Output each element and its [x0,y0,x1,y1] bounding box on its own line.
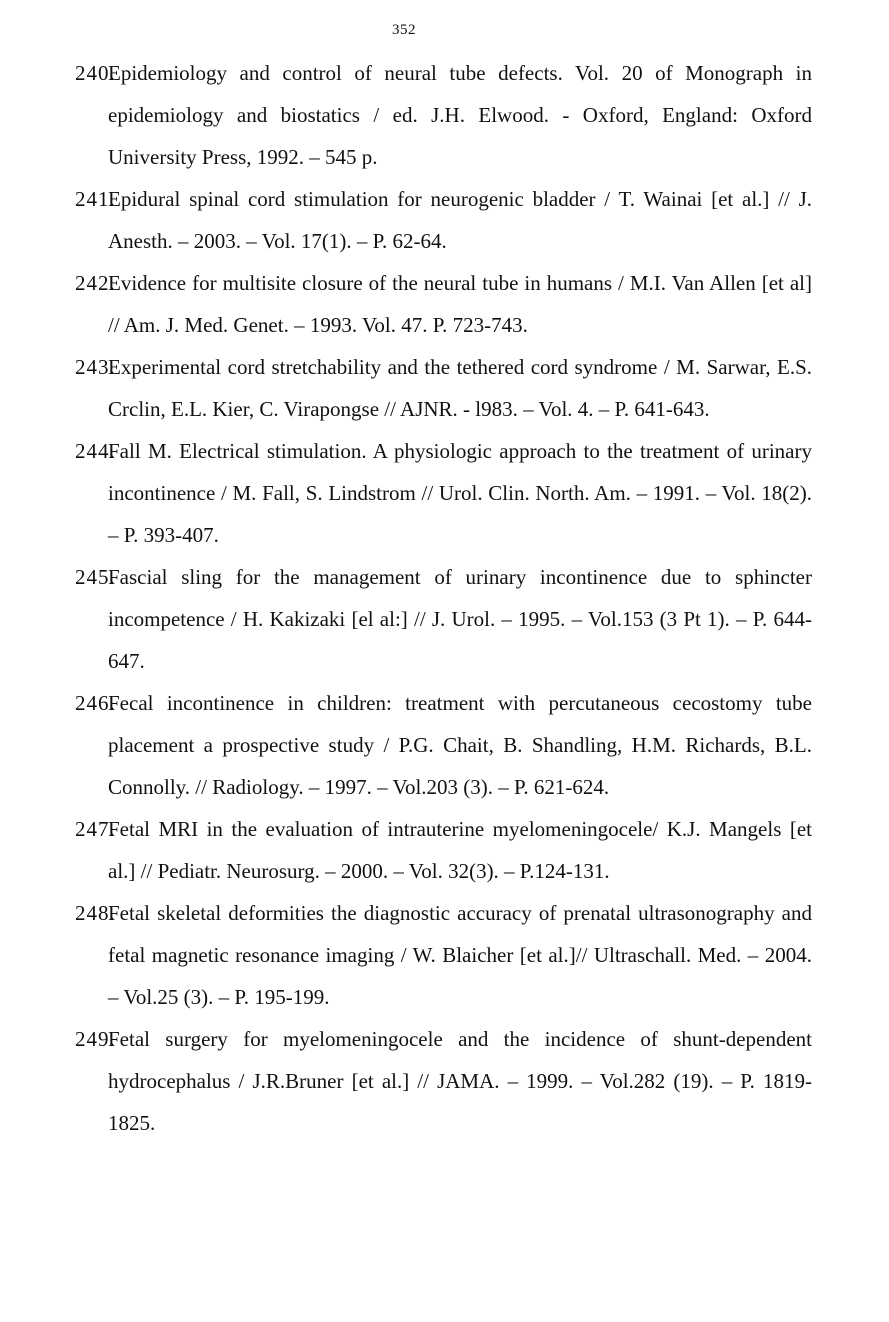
reference-text: Fall M. Electrical stimulation. A physiologic approach to the treatment of urinary incontinence / M. Fall, S. Lindstrom // Urol. Clin. North. Am. – 1991. – Vol. 18(2). – P. 393-407. [108,439,812,547]
reference-number: 249. [75,1027,116,1051]
reference-item [75,808,812,892]
reference-text: Fascial sling for the management of urinary incontinence due to sphincter incompetence / H. Kakizaki [el al:] // J. Urol. – 1995. – Vol.153 (3 Pt 1). – P. 644-647. [108,565,812,673]
reference-text: Fecal incontinence in children: treatment with percutaneous cecostomy tube placement a prospective study / P.G. Chait, B. Shandling, H.M. Richards, B.L. Connolly. // Radiology. – 1997. – Vol.203 (3). – P. 621-624. [108,691,812,799]
reference-item [75,52,812,178]
reference-number: 240. [75,61,116,85]
reference-text: Fetal MRI in the evaluation of intrauterine myelomeningocele/ K.J. Mangels [et al.] // Pediatr. Neurosurg. – 2000. – Vol. 32(3). – P.124-131. [108,817,812,883]
reference-text: Epidemiology and control of neural tube defects. Vol. 20 of Monograph in epidemiology and biostatics / ed. J.H. Elwood. - Oxford, England: Oxford University Press, 1992. – 545 p. [108,61,812,169]
reference-list [75,52,812,1144]
reference-number: 247. [75,817,116,841]
reference-item [75,178,812,262]
reference-text: Evidence for multisite closure of the neural tube in humans / M.I. Van Allen [et al] // Am. J. Med. Genet. – 1993. Vol. 47. P. 723-743. [108,271,812,337]
reference-text: Epidural spinal cord stimulation for neurogenic bladder / T. Wainai [et al.] // J. Anesth. – 2003. – Vol. 17(1). – P. 62-64. [108,187,812,253]
reference-number: 245. [75,565,116,589]
reference-item [75,262,812,346]
reference-number: 244. [75,439,116,463]
reference-item [75,430,812,556]
reference-item [75,1018,812,1144]
reference-text: Fetal skeletal deformities the diagnostic accuracy of prenatal ultrasonography and fetal magnetic resonance imaging / W. Blaicher [et al.]// Ultraschall. Med. – 2004. – Vol.25 (3). – P. 195-199. [108,901,812,1009]
reference-number: 242. [75,271,116,295]
reference-item [75,346,812,430]
reference-text: Fetal surgery for myelomeningocele and the incidence of shunt-dependent hydrocephalus / J.R.Bruner [et al.] // JAMA. – 1999. – Vol.282 (19). – P. 1819-1825. [108,1027,812,1135]
reference-item [75,682,812,808]
reference-number: 243. [75,355,116,379]
page-number: 352 [392,22,416,38]
reference-item [75,556,812,682]
reference-number: 246. [75,691,116,715]
reference-item [75,892,812,1018]
reference-number: 241. [75,187,116,211]
reference-text: Experimental cord stretchability and the tethered cord syndrome / M. Sarwar, E.S. Crclin, E.L. Kier, C. Virapongse // AJNR. - l983. – Vol. 4. – P. 641-643. [108,355,812,421]
reference-number: 248. [75,901,116,925]
